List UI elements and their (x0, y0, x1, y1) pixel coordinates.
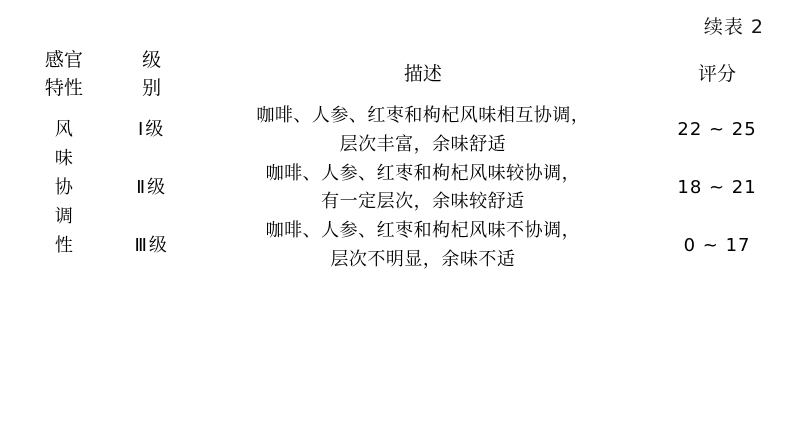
attribute-char-1: 风 (54, 119, 73, 141)
description-line-2: 层次丰富，余味舒适 (339, 133, 507, 155)
table-caption-row (18, 0, 782, 47)
description-line-1: 咖啡、人参、红枣和枸杞风味较协调， (265, 162, 581, 184)
grade-cell: Ⅱ级 (136, 177, 168, 199)
header-attribute (18, 47, 110, 102)
attribute-char-4: 调 (54, 205, 73, 227)
header-score: 评分 (698, 62, 737, 85)
table-caption: 续表 2 (703, 16, 764, 38)
score-cell: 18 ~ 21 (677, 177, 757, 199)
table-header-row (18, 47, 782, 102)
attribute-cell-flavor-harmony (18, 102, 110, 275)
header-grade (110, 47, 194, 102)
header-description: 描述 (403, 62, 442, 85)
table-row (18, 102, 782, 160)
header-attribute-line2: 特性 (44, 76, 83, 99)
description-line-2: 有一定层次，余味较舒适 (321, 191, 525, 213)
description-cell (194, 102, 652, 160)
header-grade-line2: 别 (142, 76, 162, 99)
attribute-char-3: 协 (54, 177, 73, 199)
sensory-evaluation-table (18, 47, 782, 275)
description-line-2: 层次不明显，余味不适 (330, 249, 516, 271)
header-attribute-line1: 感官 (44, 49, 83, 71)
header-grade-line1: 级 (142, 49, 162, 71)
description-cell (194, 217, 652, 275)
table-row (18, 160, 782, 218)
score-cell: 0 ~ 17 (683, 234, 751, 256)
table-row (18, 217, 782, 275)
score-cell: 22 ~ 25 (677, 119, 757, 141)
grade-cell: Ⅲ级 (134, 234, 169, 256)
grade-cell: Ⅰ级 (138, 119, 166, 141)
description-line-1: 咖啡、人参、红枣和枸杞风味相互协调， (256, 105, 590, 127)
description-cell (194, 160, 652, 218)
description-line-1: 咖啡、人参、红枣和枸杞风味不协调， (265, 220, 581, 242)
attribute-char-2: 味 (54, 148, 73, 170)
attribute-char-5: 性 (54, 234, 73, 256)
